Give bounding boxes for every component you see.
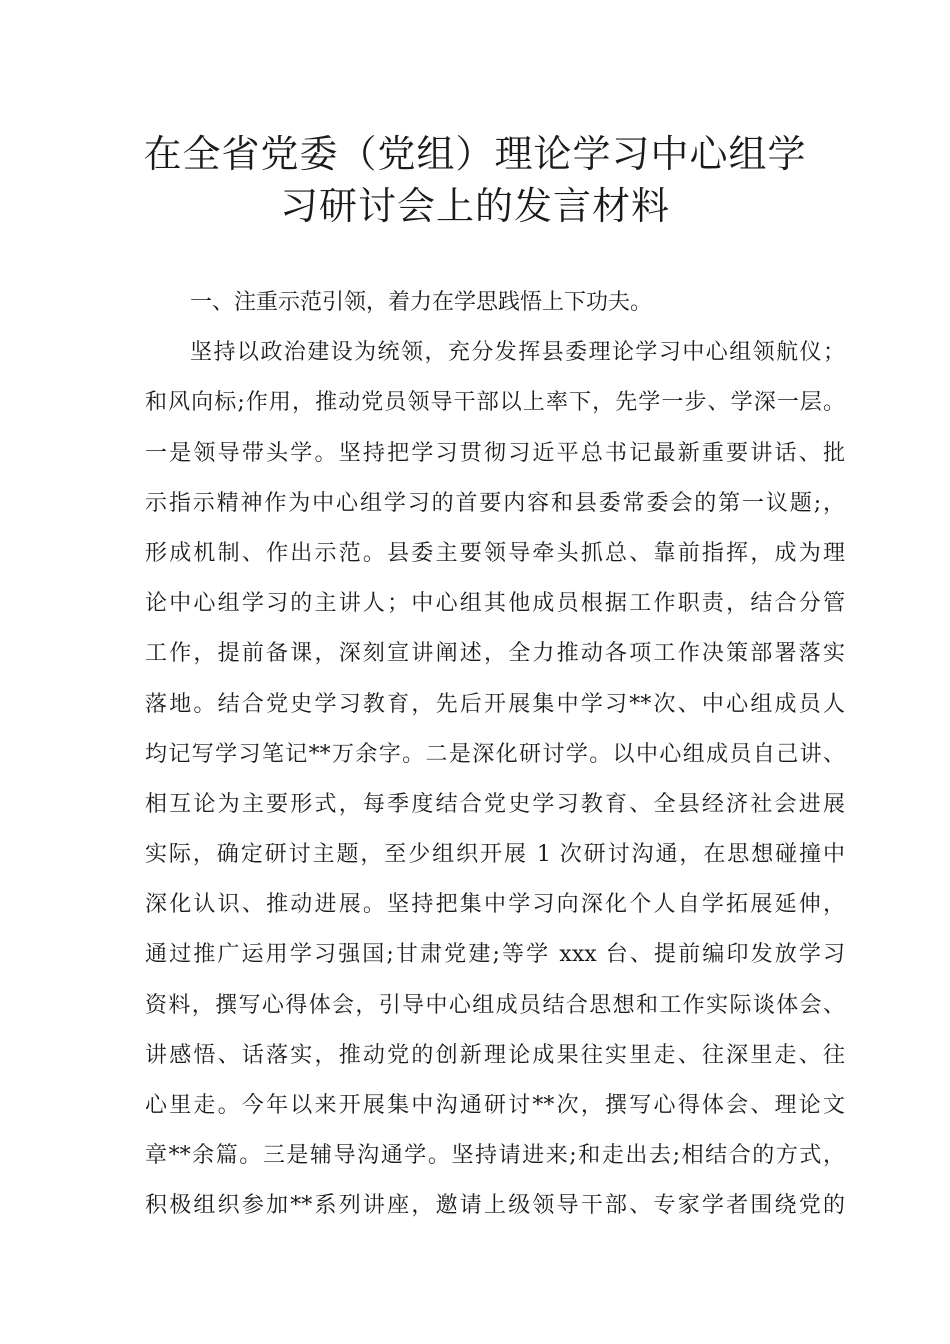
document-title [100,128,850,232]
paragraph-line: 实际，确定研讨主题，至少组织开展 1 次研讨沟通，在思想碰撞中 [145,842,845,868]
title-line-2: 习研讨会上的发言材料 [279,184,670,228]
paragraph-line: 和风向标;作用，推动党员领导干部以上率下，先学一步、学深一层。 [145,390,845,416]
paragraph-line: 一是领导带头学。坚持把学习贯彻习近平总书记最新重要讲话、批 [145,440,845,466]
paragraph-line: 心里走。今年以来开展集中沟通研讨**次，撰写心得体会、理论文 [145,1093,845,1118]
paragraph-line: 章**余篇。三是辅导沟通学。坚持请进来;和走出去;相结合的方式， [145,1143,845,1169]
paragraph-line: 讲感悟、话落实，推动党的创新理论成果往实里走、往深里走、往 [145,1042,845,1068]
paragraph-line: 通过推广运用学习强国;甘肃党建;等学 xxx 台、提前编印发放学习 [145,942,845,968]
paragraph-line: 示指示精神作为中心组学习的首要内容和县委常委会的第一议题;， [145,490,845,516]
paragraph-line: 深化认识、推动进展。坚持把集中学习向深化个人自学拓展延伸， [145,892,845,918]
title-line-1: 在全省党委（党组）理论学习中心组学 [143,132,807,176]
paragraph-line: 论中心组学习的主讲人；中心组其他成员根据工作职责，结合分管 [145,591,845,617]
paragraph-line: 均记写学习笔记**万余字。二是深化研讨学。以中心组成员自己讲、 [145,741,845,767]
paragraph-line: 资料，撰写心得体会，引导中心组成员结合思想和工作实际谈体会、 [145,992,845,1018]
paragraph-line: 形成机制、作出示范。县委主要领导牵头抓总、靠前指挥，成为理 [145,540,845,566]
paragraph-line: 积极组织参加**系列讲座，邀请上级领导干部、专家学者围绕党的 [145,1193,845,1219]
section-heading: 一、注重示范引领，着力在学思践悟上下功夫。 [190,290,653,315]
paragraph-line: 工作，提前备课，深刻宣讲阐述，全力推动各项工作决策部署落实 [145,641,845,667]
paragraph-line: 坚持以政治建设为统领，充分发挥县委理论学习中心组领航仪； [190,340,845,366]
document-body [145,278,845,1232]
paragraph-line: 相互论为主要形式，每季度结合党史学习教育、全县经济社会进展 [145,791,845,817]
paragraph-line: 落地。结合党史学习教育，先后开展集中学习**次、中心组成员人 [145,691,845,717]
